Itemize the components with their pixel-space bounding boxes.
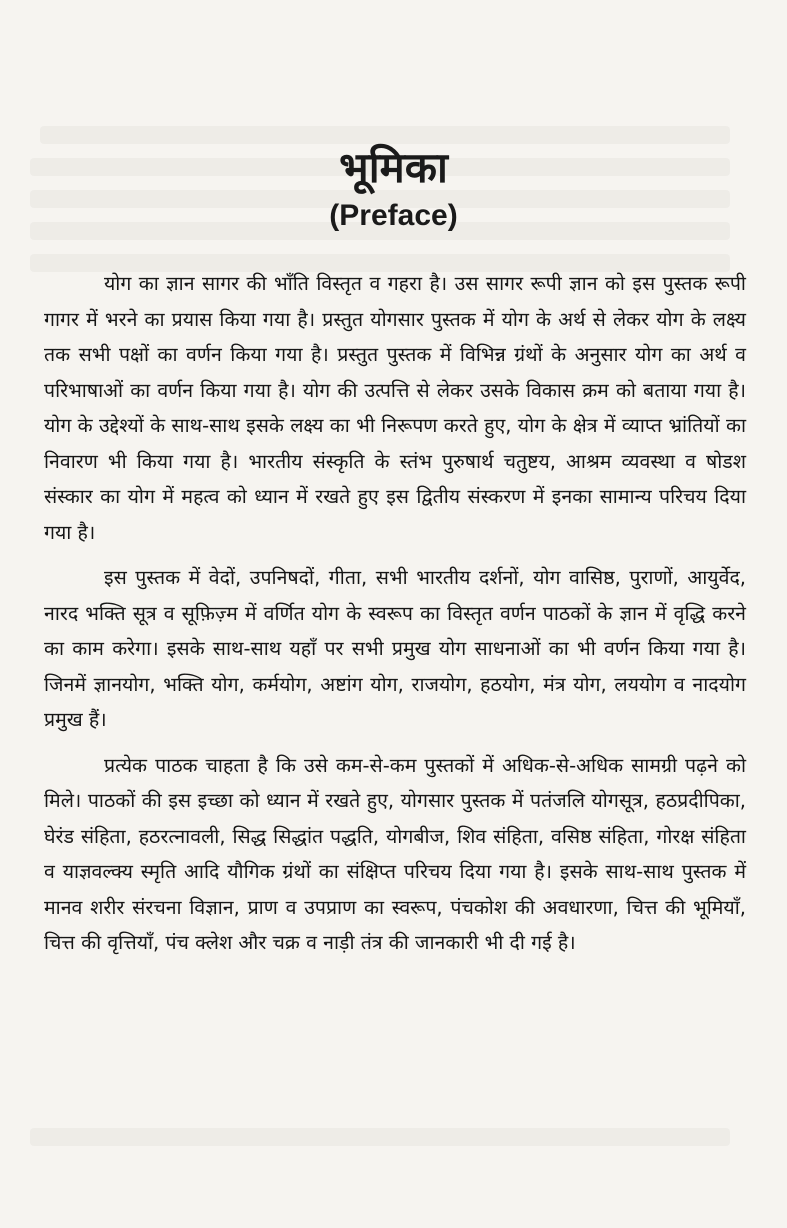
bleed-through-line [30, 1128, 730, 1146]
page-title-english: (Preface) [329, 199, 458, 232]
preface-body [44, 266, 746, 971]
paragraph: योग का ज्ञान सागर की भाँति विस्तृत व गहरा है। उस सागर रूपी ज्ञान को इस पुस्तक रूपी गागर में भरने का प्रयास किया गया है। प्रस्तुत योगसार पुस्तक में योग के अर्थ से लेकर योग के लक्ष्य तक सभी पक्षों का वर्णन किया गया है। प्रस्तुत पुस्तक में विभिन्न ग्रंथों के अनुसार योग का अर्थ व परिभाषाओं का वर्णन किया गया है। योग की उत्पत्ति से लेकर उसके विकास क्रम को बताया गया है। योग के उद्देश्यों के साथ-साथ इसके लक्ष्य का भी निरूपण करते हुए, योग के क्षेत्र में व्याप्त भ्रांतियों का निवारण भी किया गया है। भारतीय संस्कृति के स्तंभ पुरुषार्थ चतुष्टय, आश्रम व्यवस्था व षोडश संस्कार का योग में महत्व को ध्यान में रखते हुए इस द्वितीय संस्करण में इनका सामान्य परिचय दिया गया है। [44, 272, 746, 544]
paragraph: प्रत्येक पाठक चाहता है कि उसे कम-से-कम पुस्तकों में अधिक-से-अधिक सामग्री पढ़ने को मिले। पाठकों की इस इच्छा को ध्यान में रखते हुए, योगसार पुस्तक में पतंजलि योगसूत्र, हठप्रदीपिका, घेरंड संहिता, हठरत्नावली, सिद्ध सिद्धांत पद्धति, योगबीज, शिव संहिता, वसिष्ठ संहिता, गोरक्ष संहिता व याज्ञवल्क्य स्मृति आदि यौगिक ग्रंथों का संक्षिप्त परिचय दिया गया है। इसके साथ-साथ पुस्तक में मानव शरीर संरचना विज्ञान, प्राण व उपप्राण का स्वरूप, पंचकोश की अवधारणा, चित्त की भूमियाँ, चित्त की वृत्तियाँ, पंच क्लेश और चक्र व नाड़ी तंत्र की जानकारी भी दी गई है। [44, 753, 746, 954]
page-title-hindi: भूमिका [339, 143, 448, 192]
paragraph: इस पुस्तक में वेदों, उपनिषदों, गीता, सभी भारतीय दर्शनों, योग वासिष्ठ, पुराणों, आयुर्वेद, नारद भक्ति सूत्र व सूफ़िज़्म में वर्णित योग के स्वरूप का विस्तृत वर्णन पाठकों के ज्ञान में वृद्धि करने का काम करेगा। इसके साथ-साथ यहाँ पर सभी प्रमुख योग साधनाओं का भी वर्णन किया गया है। जिनमें ज्ञानयोग, भक्ति योग, कर्मयोग, अष्टांग योग, राजयोग, हठयोग, मंत्र योग, लययोग व नादयोग प्रमुख हैं। [44, 566, 746, 731]
